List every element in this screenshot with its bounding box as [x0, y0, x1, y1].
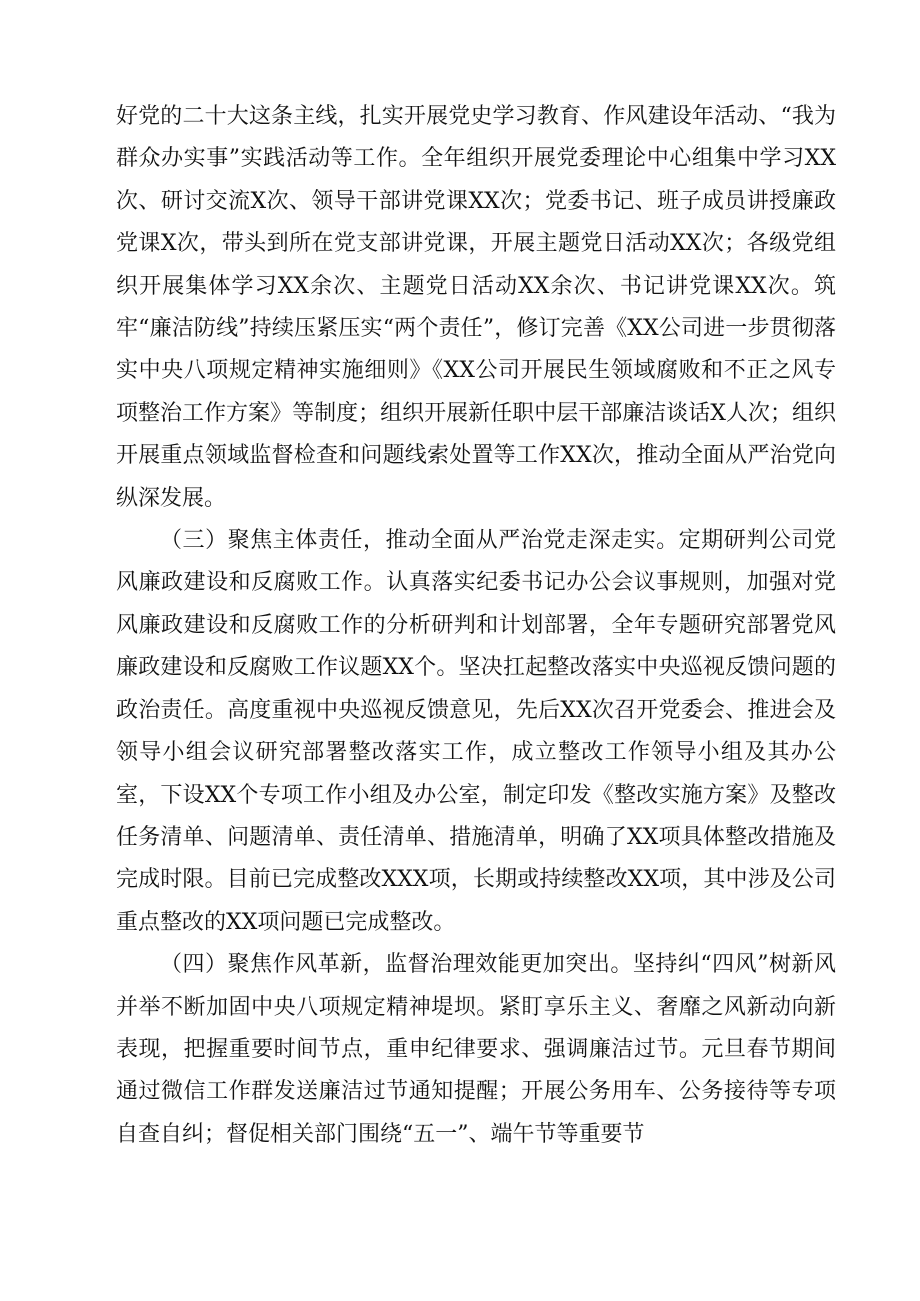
paragraph-section-3-main-responsibility: （三）聚焦主体责任，推动全面从严治党走深走实。定期研判公司党风廉政建设和反腐败工作。认真落实纪委书记办公会议事规则，加强对党风廉政建设和反腐败工作的分析研判和计划部署，全年专题研究部署党风廉政建设和反腐败工作议题XX个。坚决扛起整改落实中央巡视反馈问题的政治责任。高度重视中央巡视反馈意见，先后XX次召开党委会、推进会及领导小组会议研究部署整改落实工作，成立整改工作领导小组及其办公室，下设XX个专项工作小组及办公室，制定印发《整改实施方案》及整改任务清单、问题清单、责任清单、措施清单，明确了XX项具体整改措施及完成时限。目前已完成整改XXX项，长期或持续整改XX项，其中涉及公司重点整改的XX项问题已完成整改。	[116, 528, 836, 935]
paragraph-party-study-and-integrity: 好党的二十大这条主线，扎实开展党史学习教育、作风建设年活动、“我为群众办实事”实践活动等工作。全年组织开展党委理论中心组集中学习XX次、研讨交流X次、领导干部讲党课XX次；党委书记、班子成员讲授廉政党课X次，带头到所在党支部讲党课，开展主题党日活动XX次；各级党组织开展集体学习XX余次、主题党日活动XX余次、书记讲党课XX次。筑牢“廉洁防线”持续压紧压实“两个责任”，修订完善《XX公司进一步贯彻落实中央八项规定精神实施细则》《XX公司开展民生领域腐败和不正之风专项整治工作方案》等制度；组织开展新任职中层干部廉洁谈话X人次；组织开展重点领域监督检查和问题线索处置等工作XX次，推动全面从严治党向纵深发展。	[116, 104, 836, 511]
paragraph-section-4-work-style: （四）聚焦作风革新，监督治理效能更加突出。坚持纠“四风”树新风并举不断加固中央八项规定精神堤坝。紧盯享乐主义、奢靡之风新动向新表现，把握重要时间节点，重申纪律要求、强调廉洁过节。元旦春节期间通过微信工作群发送廉洁过节通知提醒；开展公务用车、公务接待等专项自查自纠；督促相关部门围绕“五一”、端午节等重要节	[116, 952, 836, 1147]
document-body	[116, 96, 836, 1156]
